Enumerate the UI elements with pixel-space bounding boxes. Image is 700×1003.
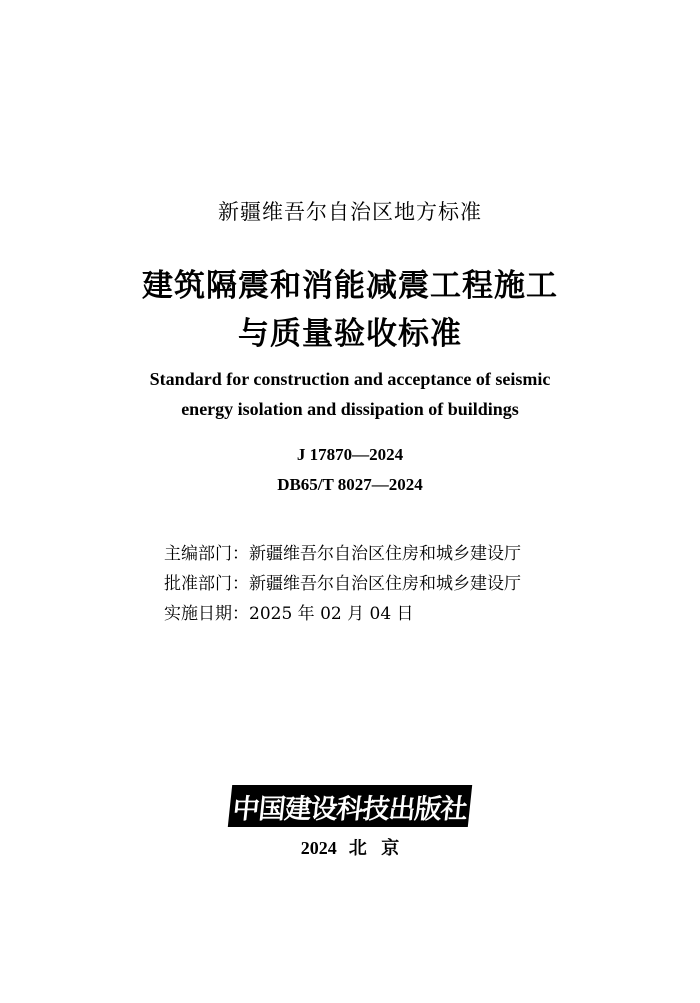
imprint — [0, 834, 700, 860]
meta-row-date — [164, 599, 521, 629]
meta-label: 实施日期： — [164, 604, 249, 624]
standard-meta — [164, 539, 521, 629]
meta-label: 主编部门： — [164, 544, 249, 564]
standard-number: DB65/T 8027—2024 — [277, 475, 423, 494]
meta-value: 2025 年 02 月 04 日 — [249, 604, 414, 624]
chinese-title-line-1: 建筑隔震和消能减震工程施工 — [142, 268, 558, 304]
english-title — [0, 364, 700, 424]
standard-codes — [0, 440, 700, 500]
chinese-title-line-2: 与质量验收标准 — [238, 316, 462, 352]
meta-row-approver — [164, 569, 521, 599]
imprint-year: 2024 — [300, 838, 337, 858]
chinese-title — [0, 262, 700, 358]
meta-value: 新疆维吾尔自治区住房和城乡建设厅 — [249, 544, 521, 564]
english-title-line-2: energy isolation and dissipation of buildings — [181, 399, 519, 419]
meta-value: 新疆维吾尔自治区住房和城乡建设厅 — [249, 574, 521, 594]
english-title-line-1: Standard for construction and acceptance of seismic — [149, 369, 551, 389]
meta-row-editor — [164, 539, 521, 569]
standard-series: 新疆维吾尔自治区地方标准 — [218, 200, 482, 224]
imprint-city: 北 京 — [348, 838, 400, 858]
record-number: J 17870—2024 — [296, 445, 404, 464]
publisher-logo: 中国建设科技出版社 — [228, 785, 472, 827]
meta-label: 批准部门： — [164, 574, 249, 594]
